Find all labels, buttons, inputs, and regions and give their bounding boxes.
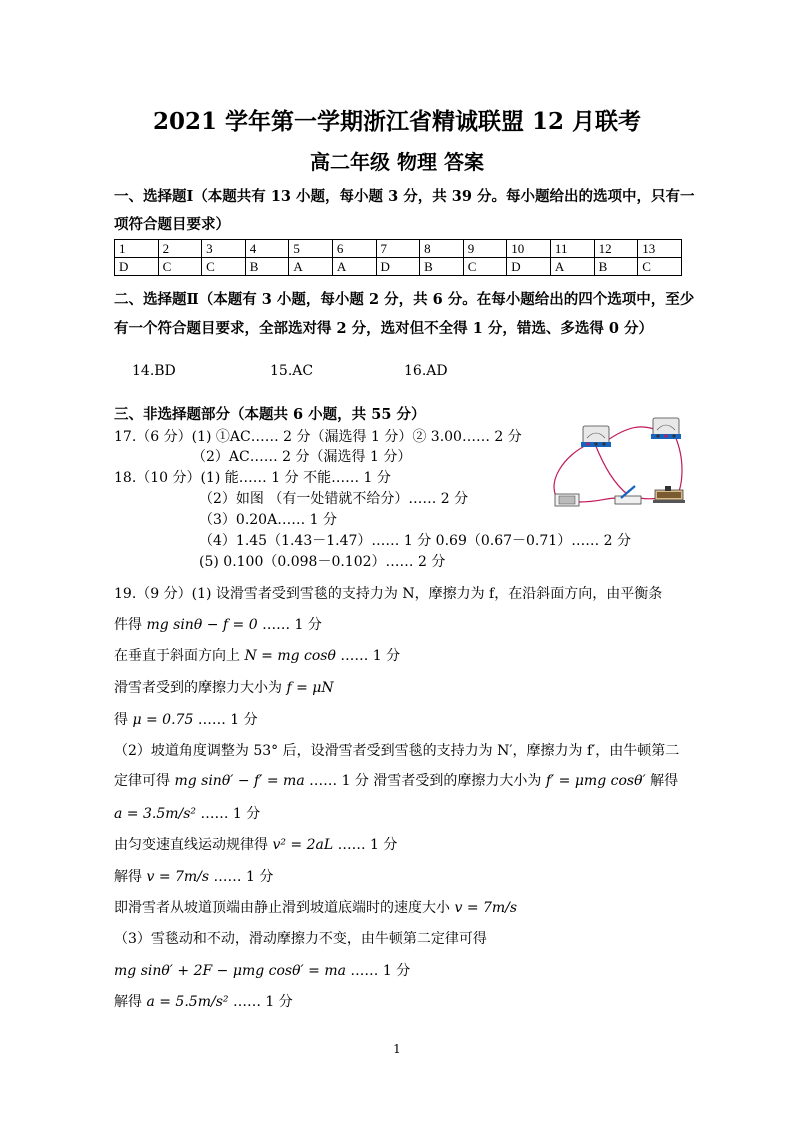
q19-line10 — [114, 866, 273, 886]
text-span: 滑雪者受到的摩擦力大小为 — [114, 680, 282, 696]
text-span: …… 1 分 — [350, 963, 411, 979]
text-span: 得 — [114, 712, 128, 728]
q18-line4: （4）1.45（1.43－1.47）…… 1 分 0.69（0.67－0.71）…… 2 分 — [199, 533, 632, 549]
table-cell: B — [420, 258, 464, 276]
section3-heading: 三、非选择题部分（本题共 6 小题，共 55 分） — [114, 406, 426, 423]
q19-line11 — [114, 897, 517, 917]
formula: N = mg cosθ — [244, 648, 336, 664]
table-cell: 8 — [420, 240, 464, 258]
formula: f = μN — [286, 680, 334, 696]
text-span: …… 1 分 — [232, 994, 293, 1010]
q19-line1: 19.（9 分）(1) 设滑雪者受到雪毯的支持力为 N，摩擦力为 f，在沿斜面方向，由平衡条 — [114, 586, 663, 602]
table-cell: B — [245, 258, 289, 276]
table-cell: 4 — [245, 240, 289, 258]
text-span: …… 1 分 — [200, 806, 261, 822]
table-cell: 1 — [115, 240, 159, 258]
formula: mg sinθ′ + 2F − μmg cosθ′ = ma — [114, 963, 346, 979]
text-span: …… 1 分 — [337, 837, 398, 853]
answer-table-answer-row — [115, 258, 682, 276]
table-cell: 12 — [594, 240, 638, 258]
q19-line4 — [114, 677, 334, 697]
text-span: …… 1 分 — [262, 617, 322, 633]
text-span: …… 1 分 — [340, 648, 401, 664]
text-span: 即滑雪者从坡道顶端由静止滑到坡道底端时的速度大小 — [114, 900, 450, 916]
q19-line3 — [114, 645, 400, 665]
section2-heading-line1: 二、选择题Ⅱ（本题有 3 小题，每小题 2 分，共 6 分。在每小题给出的四个选项中，至少 — [114, 291, 695, 308]
table-cell: A — [550, 258, 594, 276]
table-cell: D — [115, 258, 159, 276]
text-span: 由匀变速直线运动规律得 — [114, 837, 268, 853]
q19-line14 — [114, 991, 293, 1011]
wire-path — [595, 444, 627, 494]
section1-heading-line2: 项符合题目要求） — [114, 216, 230, 233]
wire-path — [579, 498, 617, 502]
q19-line6: （2）坡道角度调整为 53° 后，设滑雪者受到雪毯的支持力为 N′，摩擦力为 f′，由牛顿第二 — [114, 743, 680, 759]
table-cell: 13 — [638, 240, 682, 258]
table-cell: 2 — [158, 240, 202, 258]
text-span: …… 1 分 — [197, 712, 258, 728]
q19-line9 — [114, 834, 397, 854]
answer-14: 14.BD — [132, 363, 176, 379]
table-cell: 11 — [550, 240, 594, 258]
table-cell: C — [202, 258, 246, 276]
page-subtitle: 高二年级 物理 答案 — [310, 150, 484, 174]
formula: v = 7m/s — [146, 869, 210, 885]
table-cell: A — [332, 258, 376, 276]
text-span: 在垂直于斜面方向上 — [114, 648, 240, 664]
wire-path — [675, 436, 682, 496]
text-span: 定律可得 — [114, 773, 170, 789]
page-number: 1 — [393, 1042, 401, 1056]
table-cell: D — [507, 258, 551, 276]
battery-icon — [555, 494, 579, 506]
q17-line1: 17.（6 分）(1) ①AC…… 2 分（漏选得 1 分）② 3.00…… 2 分 — [114, 429, 522, 445]
formula: mg sinθ′ − f′ = ma — [174, 773, 305, 789]
text-span: …… 1 分 — [213, 869, 274, 885]
text-span: 解得 — [114, 994, 142, 1010]
table-cell: C — [463, 258, 507, 276]
answer-15: 15.AC — [270, 363, 314, 379]
q19-line8 — [114, 803, 260, 823]
formula: a = 5.5m/s² — [146, 994, 229, 1010]
answer-table-number-row — [115, 240, 682, 258]
formula: a = 3.5m/s² — [114, 806, 197, 822]
q19-line13 — [114, 960, 410, 980]
q18-line1: 18.（10 分）(1) 能…… 1 分 不能…… 1 分 — [114, 470, 391, 486]
ammeter-icon — [581, 426, 611, 447]
q19-line2 — [114, 614, 322, 634]
text-span: 件得 — [114, 617, 142, 633]
answer-16: 16.AD — [404, 363, 448, 379]
formula: mg sinθ − f = 0 — [146, 617, 258, 633]
q18-line3: （3）0.20A…… 1 分 — [199, 512, 337, 528]
text-span: 解得 — [650, 773, 679, 789]
table-cell: 7 — [376, 240, 420, 258]
answer-table — [114, 239, 682, 276]
switch-icon — [615, 486, 641, 504]
table-cell: A — [289, 258, 333, 276]
q18-line5: (5) 0.100（0.098－0.102）…… 2 分 — [199, 554, 446, 570]
formula: μ = 0.75 — [132, 712, 194, 728]
page-title: 2021 学年第一学期浙江省精诚联盟 12 月联考 — [152, 108, 642, 135]
table-cell: 3 — [202, 240, 246, 258]
formula: v² = 2aL — [272, 837, 334, 853]
table-cell: D — [376, 258, 420, 276]
table-cell: 9 — [463, 240, 507, 258]
section1-heading-line1: 一、选择题Ⅰ（本题共有 13 小题，每小题 3 分，共 39 分。每小题给出的选项中，只有一 — [114, 188, 695, 205]
q18-line2: （2）如图 （有一处错就不给分）…… 2 分 — [199, 491, 469, 507]
table-cell: C — [158, 258, 202, 276]
q19-line12: （3）雪毯动和不动，滑动摩擦力不变，由牛顿第二定律可得 — [114, 931, 487, 947]
voltmeter-icon — [651, 418, 681, 439]
text-span: …… 1 分 滑雪者受到的摩擦力大小为 — [309, 773, 542, 789]
circuit-diagram-figure — [545, 414, 685, 519]
formula: f′ = μmg cosθ′ — [545, 773, 646, 789]
q19-line7 — [114, 770, 678, 790]
q19-line5 — [114, 709, 258, 729]
table-cell: C — [638, 258, 682, 276]
table-cell: B — [594, 258, 638, 276]
formula: v = 7m/s — [454, 900, 518, 916]
q17-line2: （2）AC…… 2 分（漏选得 1 分） — [192, 449, 412, 465]
table-cell: 5 — [289, 240, 333, 258]
text-span: 解得 — [114, 869, 142, 885]
table-cell: 6 — [332, 240, 376, 258]
table-cell: 10 — [507, 240, 551, 258]
section2-heading-line2: 有一个符合题目要求，全部选对得 2 分，选对但不全得 1 分，错选、多选得 0 分） — [114, 320, 654, 337]
wire-path — [554, 444, 589, 502]
